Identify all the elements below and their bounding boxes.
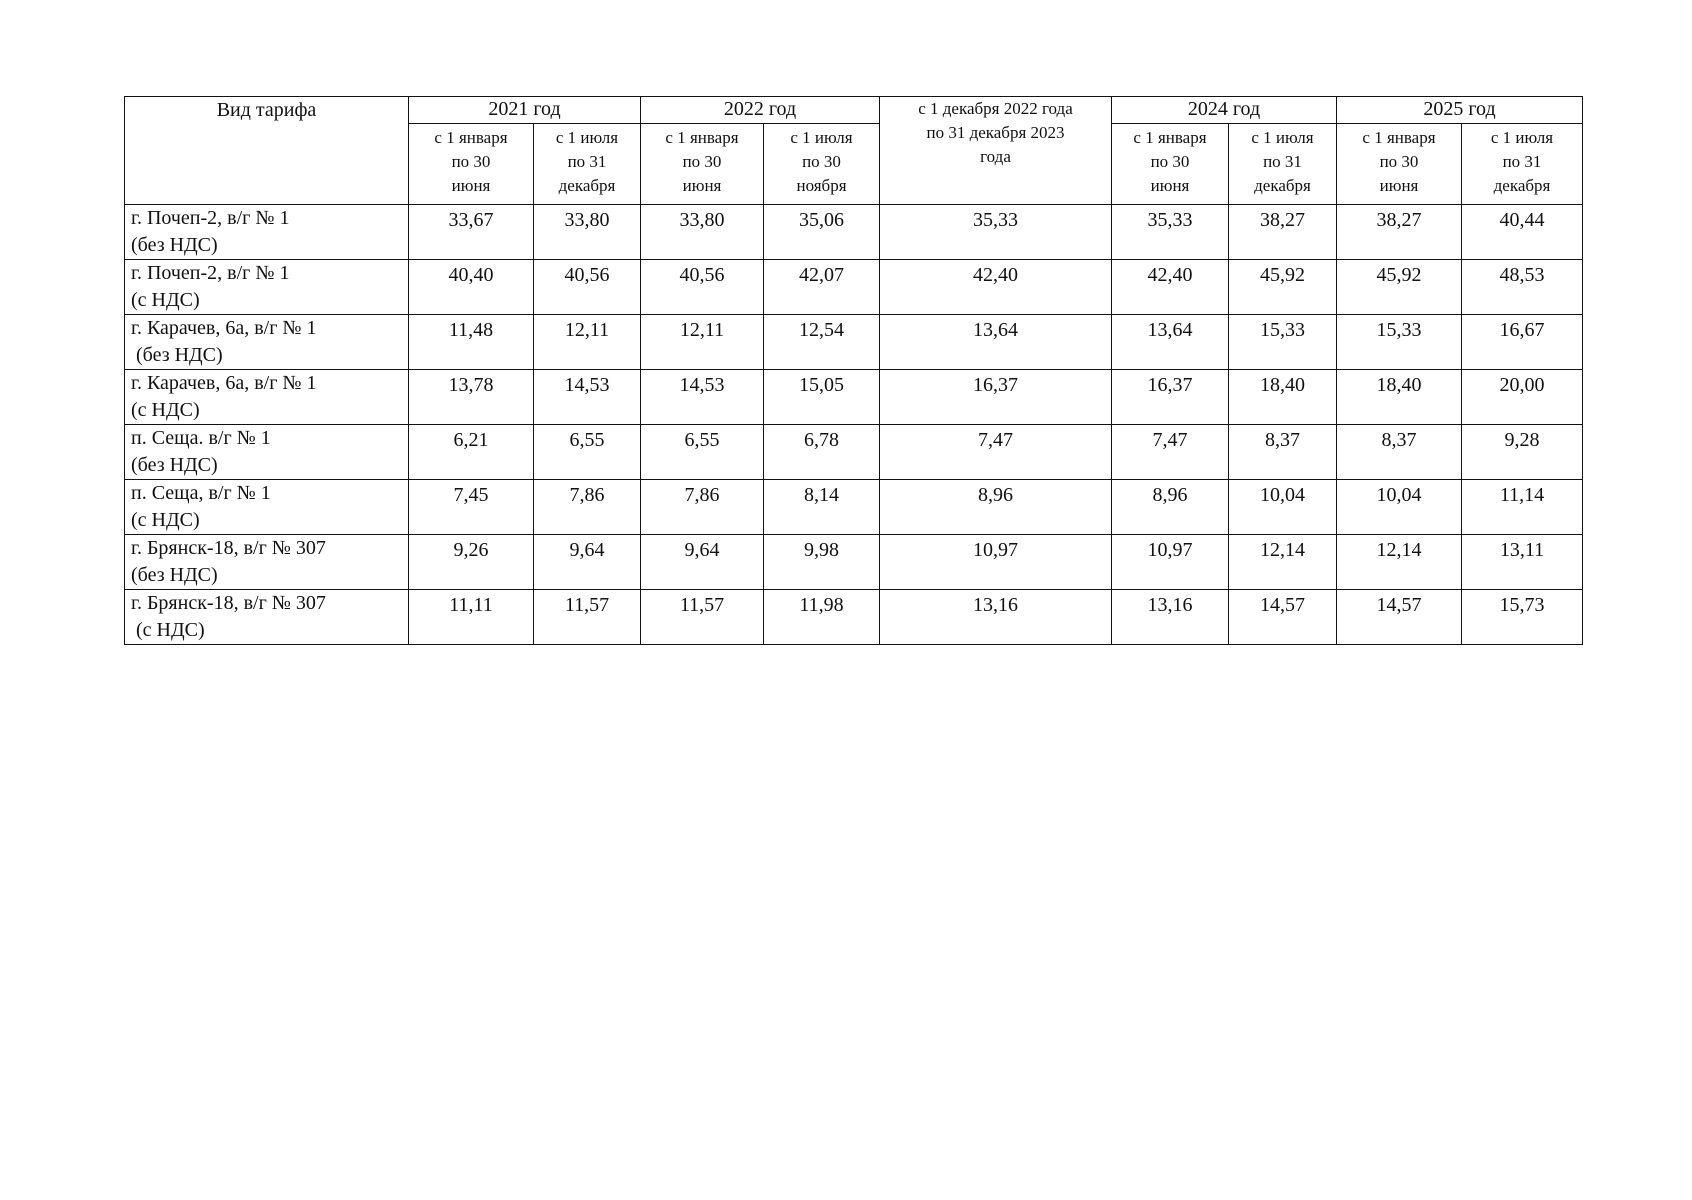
header-tariff-type: Вид тарифа <box>125 97 409 205</box>
tariff-value-cell: 13,64 <box>1112 315 1229 370</box>
tariff-value-cell: 14,57 <box>1337 590 1462 645</box>
tariff-value-cell: 7,86 <box>641 480 764 535</box>
tariff-value-cell: 45,92 <box>1337 260 1462 315</box>
header-period <box>764 124 880 205</box>
tariff-value-cell: 15,05 <box>764 370 880 425</box>
tariff-value-cell: 10,97 <box>880 535 1112 590</box>
header-period <box>1462 124 1583 205</box>
tariff-value-cell: 13,16 <box>1112 590 1229 645</box>
period-line: по 30 <box>682 152 722 171</box>
table-body <box>125 205 1583 645</box>
period-line: июня <box>682 176 722 195</box>
tariff-value-cell: 35,06 <box>764 205 880 260</box>
period-line: по 30 <box>1379 152 1419 171</box>
tariff-value-cell: 7,47 <box>1112 425 1229 480</box>
tariff-value-cell: 12,11 <box>641 315 764 370</box>
header-period <box>409 124 534 205</box>
tariff-value-cell: 8,37 <box>1229 425 1337 480</box>
table-row <box>125 590 1583 645</box>
row-label-line: (с НДС) <box>131 509 200 531</box>
row-label-line: (с НДС) <box>131 399 200 421</box>
period-line: июня <box>1150 176 1190 195</box>
tariff-value-cell: 33,80 <box>534 205 641 260</box>
tariff-value-cell: 13,78 <box>409 370 534 425</box>
period-line: с 1 января <box>1362 128 1436 147</box>
tariff-value-cell: 13,11 <box>1462 535 1583 590</box>
period-line: по 30 <box>802 152 841 171</box>
period-line: по 30 <box>1150 152 1190 171</box>
period-line: с 1 января <box>434 128 508 147</box>
header-period <box>1337 124 1462 205</box>
tariff-value-cell: 42,40 <box>880 260 1112 315</box>
tariff-value-cell: 12,54 <box>764 315 880 370</box>
tariff-value-cell: 13,64 <box>880 315 1112 370</box>
row-label <box>125 315 409 370</box>
tariff-value-cell: 8,96 <box>1112 480 1229 535</box>
table-row <box>125 535 1583 590</box>
tariff-value-cell: 7,45 <box>409 480 534 535</box>
tariff-value-cell: 14,53 <box>534 370 641 425</box>
tariff-value-cell: 11,98 <box>764 590 880 645</box>
tariff-value-cell: 11,48 <box>409 315 534 370</box>
table-row <box>125 425 1583 480</box>
row-label-line: г. Почеп-2, в/г № 1 <box>131 262 290 284</box>
tariff-value-cell: 14,53 <box>641 370 764 425</box>
tariff-value-cell: 12,14 <box>1337 535 1462 590</box>
tariff-value-cell: 7,47 <box>880 425 1112 480</box>
period-line: декабря <box>1254 176 1311 195</box>
tariff-value-cell: 18,40 <box>1337 370 1462 425</box>
period-line: с 1 июля <box>555 128 619 147</box>
row-label <box>125 205 409 260</box>
period-line: с 1 июля <box>1251 128 1314 147</box>
tariff-value-cell: 8,14 <box>764 480 880 535</box>
row-label-line: (без НДС) <box>131 344 223 366</box>
tariff-value-cell: 16,37 <box>880 370 1112 425</box>
row-label-line: п. Сеща. в/г № 1 <box>131 427 271 449</box>
tariff-value-cell: 35,33 <box>1112 205 1229 260</box>
row-label <box>125 590 409 645</box>
row-label-line: (с НДС) <box>131 289 200 311</box>
tariff-value-cell: 40,40 <box>409 260 534 315</box>
tariff-value-cell: 38,27 <box>1337 205 1462 260</box>
header-period <box>1229 124 1337 205</box>
row-label-line: (с НДС) <box>131 619 205 641</box>
tariff-table <box>124 96 1583 645</box>
period-line: июня <box>1379 176 1419 195</box>
tariff-value-cell: 14,57 <box>1229 590 1337 645</box>
row-label <box>125 370 409 425</box>
tariff-value-cell: 12,14 <box>1229 535 1337 590</box>
table-row <box>125 315 1583 370</box>
period-line: по 31 <box>1502 152 1542 171</box>
row-label <box>125 535 409 590</box>
period-line: по 30 <box>451 152 491 171</box>
tariff-value-cell: 8,37 <box>1337 425 1462 480</box>
tariff-value-cell: 18,40 <box>1229 370 1337 425</box>
tariff-value-cell: 8,96 <box>880 480 1112 535</box>
tariff-value-cell: 6,21 <box>409 425 534 480</box>
tariff-value-cell: 13,16 <box>880 590 1112 645</box>
header-period <box>1112 124 1229 205</box>
tariff-value-cell: 12,11 <box>534 315 641 370</box>
table-row <box>125 480 1583 535</box>
tariff-value-cell: 40,44 <box>1462 205 1583 260</box>
tariff-value-cell: 11,57 <box>534 590 641 645</box>
tariff-value-cell: 11,11 <box>409 590 534 645</box>
row-label <box>125 480 409 535</box>
row-label-line: г. Карачев, 6а, в/г № 1 <box>131 372 317 394</box>
table-row <box>125 205 1583 260</box>
header-span-line: с 1 декабря 2022 года <box>918 99 1073 118</box>
tariff-value-cell: 9,64 <box>641 535 764 590</box>
tariff-value-cell: 10,04 <box>1229 480 1337 535</box>
table-header <box>125 97 1583 205</box>
tariff-value-cell: 15,33 <box>1229 315 1337 370</box>
header-period <box>534 124 641 205</box>
tariff-value-cell: 11,14 <box>1462 480 1583 535</box>
tariff-value-cell: 9,26 <box>409 535 534 590</box>
period-line: с 1 июля <box>790 128 853 147</box>
row-label <box>125 260 409 315</box>
period-line: с 1 января <box>665 128 739 147</box>
header-span-line: года <box>980 147 1011 166</box>
row-label-line: г. Карачев, 6а, в/г № 1 <box>131 317 317 339</box>
tariff-value-cell: 33,80 <box>641 205 764 260</box>
table-row <box>125 260 1583 315</box>
tariff-value-cell: 35,33 <box>880 205 1112 260</box>
header-row-years <box>125 97 1583 124</box>
header-period <box>641 124 764 205</box>
tariff-value-cell: 7,86 <box>534 480 641 535</box>
tariff-value-cell: 11,57 <box>641 590 764 645</box>
period-line: с 1 июля <box>1490 128 1554 147</box>
table-row <box>125 370 1583 425</box>
period-line: декабря <box>558 176 616 195</box>
header-year-2022: 2022 год <box>641 97 880 124</box>
period-line: июня <box>451 176 491 195</box>
tariff-value-cell: 9,98 <box>764 535 880 590</box>
period-line: декабря <box>1493 176 1551 195</box>
tariff-value-cell: 40,56 <box>641 260 764 315</box>
tariff-value-cell: 42,07 <box>764 260 880 315</box>
header-year-2021: 2021 год <box>409 97 641 124</box>
tariff-value-cell: 33,67 <box>409 205 534 260</box>
tariff-value-cell: 15,33 <box>1337 315 1462 370</box>
period-line: с 1 января <box>1133 128 1207 147</box>
tariff-value-cell: 6,55 <box>534 425 641 480</box>
header-period-dec2022-dec2023 <box>880 97 1112 205</box>
period-line: по 31 <box>1263 152 1302 171</box>
tariff-value-cell: 9,64 <box>534 535 641 590</box>
tariff-value-cell: 9,28 <box>1462 425 1583 480</box>
tariff-value-cell: 10,04 <box>1337 480 1462 535</box>
tariff-value-cell: 6,78 <box>764 425 880 480</box>
row-label-line: (без НДС) <box>131 234 218 256</box>
tariff-value-cell: 45,92 <box>1229 260 1337 315</box>
tariff-value-cell: 40,56 <box>534 260 641 315</box>
row-label-line: г. Брянск-18, в/г № 307 <box>131 592 326 614</box>
tariff-value-cell: 42,40 <box>1112 260 1229 315</box>
tariff-value-cell: 20,00 <box>1462 370 1583 425</box>
tariff-value-cell: 10,97 <box>1112 535 1229 590</box>
tariff-value-cell: 6,55 <box>641 425 764 480</box>
tariff-value-cell: 16,37 <box>1112 370 1229 425</box>
header-year-2024: 2024 год <box>1112 97 1337 124</box>
tariff-value-cell: 16,67 <box>1462 315 1583 370</box>
row-label-line: (без НДС) <box>131 454 218 476</box>
header-year-2025: 2025 год <box>1337 97 1583 124</box>
period-line: по 31 <box>567 152 607 171</box>
tariff-value-cell: 48,53 <box>1462 260 1583 315</box>
row-label-line: г. Брянск-18, в/г № 307 <box>131 537 326 559</box>
row-label-line: (без НДС) <box>131 564 218 586</box>
row-label <box>125 425 409 480</box>
row-label-line: г. Почеп-2, в/г № 1 <box>131 207 290 229</box>
tariff-table-container <box>124 96 1582 645</box>
tariff-value-cell: 38,27 <box>1229 205 1337 260</box>
tariff-value-cell: 15,73 <box>1462 590 1583 645</box>
period-line: ноября <box>796 176 847 195</box>
row-label-line: п. Сеща, в/г № 1 <box>131 482 271 504</box>
header-span-line: по 31 декабря 2023 <box>926 123 1065 142</box>
